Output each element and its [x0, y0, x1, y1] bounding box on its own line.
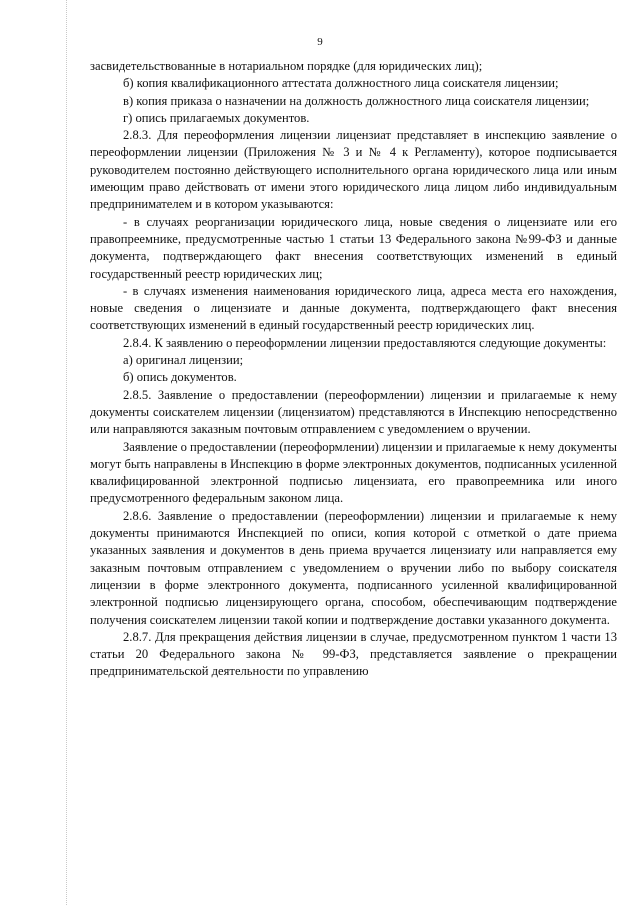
paragraph: б) копия квалификационного аттестата должностного лица соискателя лицензии;: [123, 76, 559, 91]
paragraph: 2.8.3. Для переоформления лицензии лицензиат представляет в инспекцию заявление о переоформлении лицензии (Приложения № 3 и № 4 к Регламенту), которое подписывается руководителем постоянно действующего исполнительного органа юридического лица или иным имеющим право действовать от имени этого юридического лица лицом либо индивидуальным предпринимателем и в котором указываются:: [90, 128, 617, 212]
paragraph: в) копия приказа о назначении на должность должностного лица соискателя лицензии;: [123, 93, 590, 108]
paragraph: Заявление о предоставлении (переоформлении) лицензии и прилагаемые к нему документы могут быть направлены в Инспекцию в форме электронных документов, подписанных усиленной квалифицированной электронной подписью лицензиата, его правопреемника или иного предусмотренного федеральным законом лица.: [90, 439, 617, 506]
paragraph: а) оригинал лицензии;: [123, 353, 244, 368]
paragraph: 2.8.6. Заявление о предоставлении (переоформлении) лицензии и прилагаемые к нему документы принимаются Инспекцией по описи, копия которой с отметкой о дате приема указанных заявления и документов в день приема вручается лицензиату или направляется ему заказным почтовым отправлением с уведомлением о вручении либо по выбору соискателя лицензии в форме электронного документа, подписанного усиленной квалифицированной электронной подписью лицензирующего органа, способом, обеспечивающим подтверждение получения соискателем лицензии такой копии и подтверждение доставки указанного документа.: [90, 508, 617, 627]
page-number: 9: [317, 36, 323, 48]
paragraph: - в случаях реорганизации юридического лица, новые сведения о лицензиате или его правопреемнике, предусмотренные частью 1 статьи 13 Федерального закона №99-ФЗ и данные документа, подтверждающего факт внесения соответствующих изменений в единый государственный реестр юридических лиц;: [90, 214, 617, 281]
paragraph: 2.8.4. К заявлению о переоформлении лицензии предоставляются следующие документы:: [123, 335, 607, 350]
paragraph: 2.8.5. Заявление о предоставлении (переоформлении) лицензии и прилагаемые к нему документы соискателем лицензии (лицензиатом) представляются в Инспекцию непосредственно или направляются заказным почтовым отправлением с уведомлением о вручении.: [90, 387, 617, 437]
paragraph: 2.8.7. Для прекращения действия лицензии в случае, предусмотренном пунктом 1 части 13 статьи 20 Федерального закона № 99-ФЗ, представляется заявление о прекращении предпринимательской деятельности по управлению: [90, 629, 617, 679]
paragraph: г) опись прилагаемых документов.: [123, 110, 310, 125]
scan-edge-dots: [66, 0, 67, 905]
paragraph: засвидетельствованные в нотариальном порядке (для юридических лиц);: [90, 59, 483, 73]
paragraph: б) опись документов.: [123, 370, 237, 385]
document-body: [90, 58, 617, 681]
paragraph: - в случаях изменения наименования юридического лица, адреса места его нахождения, новые сведения о лицензиате и данные документа, подтверждающего факт внесения соответствующих изменений в единый государственный реестр юридических лиц.: [90, 283, 617, 333]
